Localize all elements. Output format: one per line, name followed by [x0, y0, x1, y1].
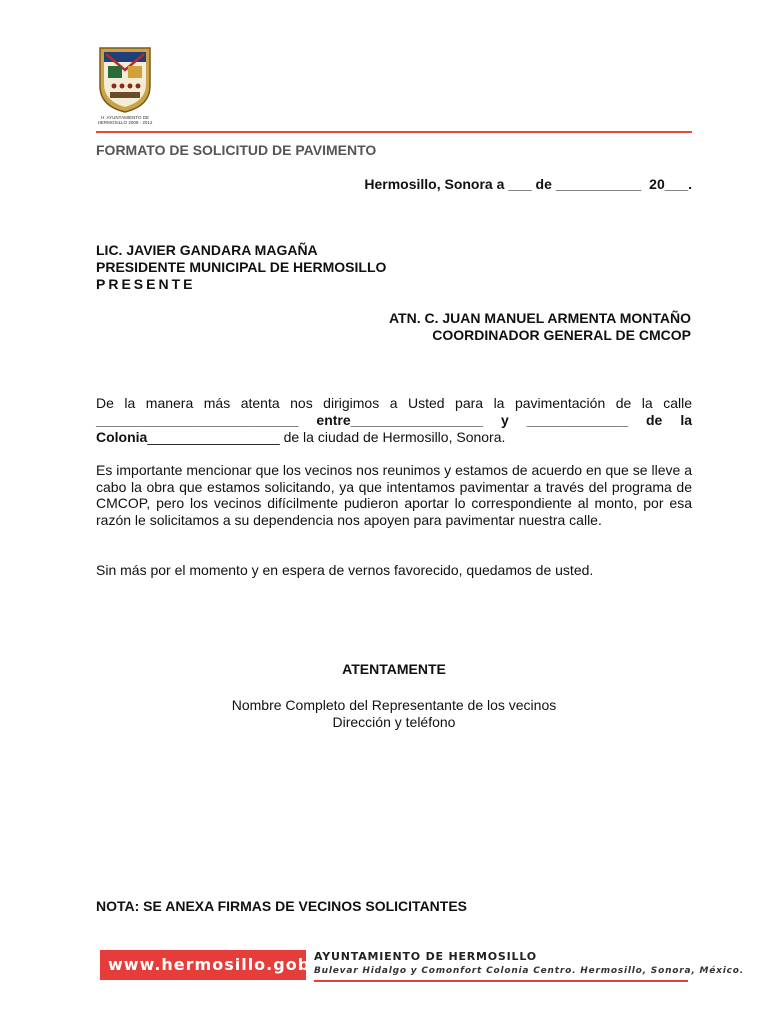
representative-name-line: Nombre Completo del Representante de los vecinos	[231, 697, 557, 713]
request-line-1: De la manera más atenta nos dirigimos a Usted para la pavimentación de la calle	[96, 395, 692, 411]
recipient-title: PRESIDENTE MUNICIPAL DE HERMOSILLO	[96, 259, 387, 275]
colonia-rest: _________________ de la ciudad de Hermosillo, Sonora.	[147, 429, 506, 445]
footer-url: www.hermosillo.gob.mx	[108, 955, 347, 974]
logo-caption: H. AYUNTAMIENTO DE HERMOSILLO 2009 - 2012	[97, 115, 153, 125]
attention-name: ATN. C. JUAN MANUEL ARMENTA MONTAÑO	[388, 310, 691, 326]
footer-address: Bulevar Hidalgo y Comonfort Colonia Centro. Hermosillo, Sonora, México.	[314, 966, 745, 976]
footer-divider	[314, 980, 688, 982]
attention-title: COORDINADOR GENERAL DE CMCOP	[432, 327, 691, 343]
footer-organization: AYUNTAMIENTO DE HERMOSILLO	[314, 950, 537, 963]
form-title: FORMATO DE SOLICITUD DE PAVIMENTO	[96, 142, 377, 158]
place-date-line: Hermosillo, Sonora a ___ de ___________ 20___.	[364, 176, 692, 192]
request-line-3	[96, 429, 692, 446]
request-line-2: __________________________ entre_________________ y _____________ de la	[96, 412, 692, 428]
closing-salutation: ATENTAMENTE	[342, 661, 446, 677]
representative-contact-line: Dirección y teléfono	[332, 714, 456, 730]
colonia-label: Colonia	[96, 429, 148, 445]
header-divider	[96, 131, 692, 133]
justification-paragraph: Es importante mencionar que los vecinos nos reunimos y estamos de acuerdo en que se lleve a cabo la obra que estamos solicitando, ya que intentamos pavimentar a través del programa de CMCOP, pero los vecinos difícilmente pudieron aportar lo correspondiente al monto, por esa razón le solicitamos a su dependencia nos apoyen para pavimentar nuestra calle.	[96, 462, 692, 528]
attachment-note: NOTA: SE ANEXA FIRMAS DE VECINOS SOLICITANTES	[96, 898, 468, 914]
recipient-name: LIC. JAVIER GANDARA MAGAÑA	[96, 242, 318, 258]
municipal-coat-of-arms-logo	[96, 42, 154, 114]
farewell-paragraph: Sin más por el momento y en espera de vernos favorecido, quedamos de usted.	[96, 562, 594, 578]
recipient-presente: PRESENTE	[96, 276, 196, 292]
